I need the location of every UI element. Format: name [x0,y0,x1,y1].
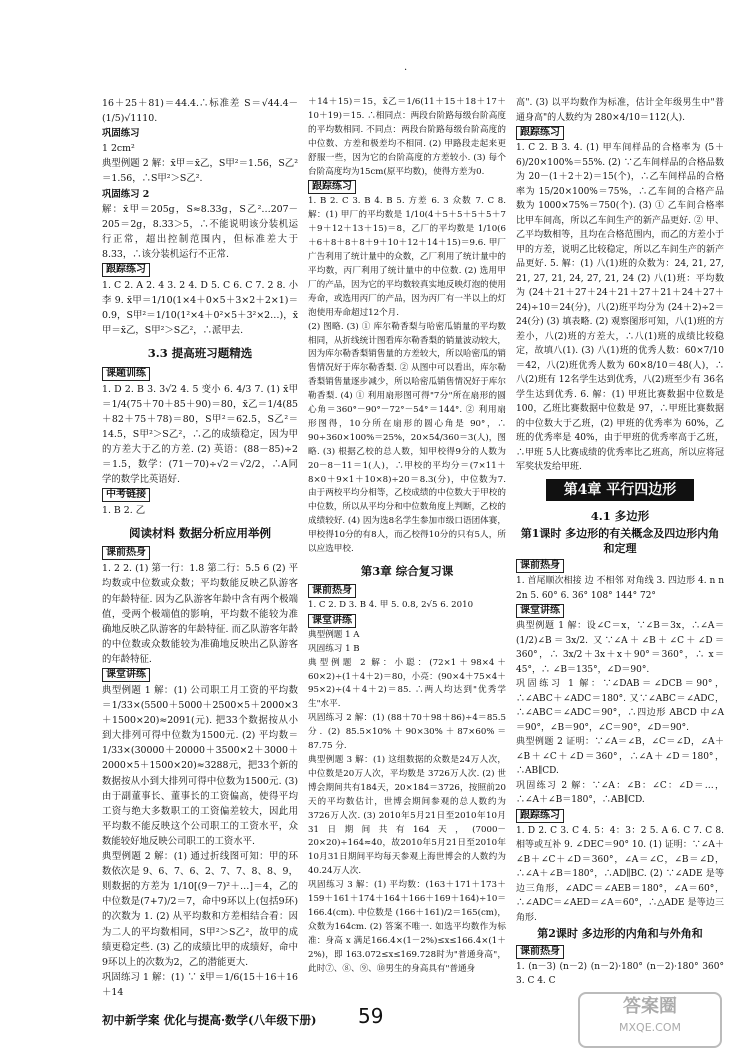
paragraph: 巩固练习 2 解：(1) (88＋70＋98＋86)÷4＝85.5 分. (2) 85.5×10%＋90×30%＋87×60%＝87.75 分. [308,713,506,752]
section-tag: 跟踪练习 [308,180,356,194]
paragraph: 1. D 2. C 3. C 4. 5：4：3：2 5. A 6. C 7. C 8. 相等或互补 9. ∠DEC＝90° 10. (1) 证明：∵∠A＋∠B＋∠C＋∠D＝360°，∠A＝∠C，∠B＝∠D，∴∠A＋∠B＝180°，∴AD∥BC. (2) ∵∠ADE 是等边三角形，∠ADC＝∠AEB＝180°，∠A＝60°，∴∠ADC＝∠AED＝∠A＝60°，∴△ADE 是等边三角形. [516,825,724,923]
column-1 [102,96,298,1000]
paragraph: 巩固练习 1 B [308,643,360,654]
paragraph: 16＋25＋81)＝44.4.∴标准差 S＝√44.4－(1/5)√1110. [102,98,298,125]
paragraph: 1. B 2. C 3. B 4. B 5. 方差 6. 3 众数 7. C 8. 解：(1) 甲厂的平均数是 1/10(4＋5＋5＋5＋5＋7＋9＋12＋13＋15)＝8，乙厂的平均数是 1/10(6＋6＋8＋8＋8＋9＋10＋12＋14＋15)＝9.6. 甲厂广告利用了统计量中的众数，乙厂利用了统计量中的平均数，丙厂利用了统计量中的中位数. (2) 选用甲厂的产品，因为它的平均数较真实地反映灯泡的使用寿命，或选用丙厂的产品，因为丙厂有一半以上的灯泡使用寿命超过12个月. [308,196,506,318]
paragraph: 1. (n－3) (n－2) (n－2)·180° (n－2)·180° 360° 3. C 4. C [516,961,724,986]
watermark-text: 答案圈 [623,996,677,1017]
paragraph: (2) 图略. (3) ① 库尔勒香梨与哈密瓜销量的平均数相同，从折线统计图看库尔勒香梨的销量波动较大，因为库尔勒香梨销售量的方差较大，所以哈密瓜的销售情况好于库尔勒香梨. ② 从图中可以看出，库尔勒香梨销售量逐步减少，所以哈密瓜销售情况好于库尔勒香梨. (4) ① 利用扇形图可得"7分"所在扇形的圆心角＝360°－90°－72°－54°＝144°. ② 利用扇形图得，10分所在扇形的圆心角是 90°，∴ 90÷360×100%＝25%，20×54/360＝3(人)，图略. (3) 根据乙校的总人数，知甲校得9分的人数为 20－8－11＝1(人)，∴甲校的平均分＝(7×11＋8×0＋9×1＋10×8)÷20＝8.3(分)，中位数为7. 由于两校平均分相等，乙校成绩的中位数大于甲校的中位数，所以从平均分和中位数角度上判断，乙校的成绩较好. (4) 因为选8名学生参加市级口语团体赛，甲校得10分的有8人，而乙校得10分的只有5人，所以应选甲校. [308,321,506,555]
section-tag: 课堂讲练 [102,668,150,682]
watermark-url: MXQE.COM [619,1021,681,1034]
paragraph: 典型例题 2 解：x̄甲＝x̄乙，S甲²＝1.56，S乙²＝1.56，∴S甲²＞S乙². [102,158,298,185]
paragraph: 巩固练习 1 解：(1) ∵ x̄甲＝1/6(15＋16＋16＋14 [102,971,298,998]
paragraph: 高". (3) 以平均数作为标准，估计全年级男生中"普通身高"的人数约为 280×4/10＝112(人). [516,98,724,123]
paragraph: 典型例题 1 解：(1) 公司职工月工资的平均数＝1/33×(5500＋5000＋2500×5＋2000×3＋1500×20)≈2091(元). 把33个数据按从小到大排列可得中位数为1500元. (2) 平均数＝1/33×(30000＋20000＋3500×2＋3000＋2000×5＋1500×20)≈3288元，把33个新的数据按从小到大排列可得中位数为1500元. (3) 由于副董事长、董事长的工资偏高，使得平均工资与绝大多数职工的工资偏差较大，因此用平均数不能反映这个公司职工的工资水平，众数能较好地反映公司职工的工资水平. [102,685,298,847]
section-tag: 课前热身 [308,584,356,598]
paragraph: 巩固练习 2 解：∵∠A：∠B：∠C：∠D＝…，∴∠A＋∠B＝180°，∴AB∥CD. [516,780,724,805]
section-tag: 课堂讲练 [308,614,356,628]
paragraph: 1. C 2. B 3. 4. (1) 甲车间样品的合格率为 (5＋6)/20×100%＝55%. (2) ∵乙车间样品的合格品数为 20－(1＋2＋2)＝15(个)，∴乙车间样品的合格率为 15/20×100%＝75%，∴乙车间的合格产品数为 1000×75%＝750(个). (3) ① 乙车间合格率比甲车间高，所以乙车间生产的新产品更好. ② 甲、乙平均数相等，且均在合格范围内，而乙的方差小于甲的方差，说明乙比较稳定，所以乙车间生产的新产品更好. 5. 解：(1) 八(1)班的众数为：24, 21, 27, 21, 27, 21, 24, 27, 21, 24 (2) 八(1)班：平均数为 (24＋21＋27＋24＋21＋27＋21＋24＋27＋24)÷10＝24(分)，八(2)班平均分为 (24＋2)÷2＝24(分) (3) 填表略. (2) 观察图形可知，八(1)班的方差小，八(2)班的方差大，∴八(1)班的成绩比较稳定，故填八(1). (3) 八(1)班的优秀人数：60×7/10＝42，八(2)班优秀人数为 60×8/10＝48(人)，∴八(2)班有 12名学生达到优秀，八(2)班至少有 36名学生达到优秀. 6. 解：(1) 甲班比赛数据中位数是 100，乙班比赛数据中位数是 97，∴甲班比赛数据的中位数大于乙班，(2) 甲班的优秀率为 60%，乙班的优秀率是 40%，由于甲班的优秀率高于乙班，∴甲班 5人比赛成绩的优秀率比乙班高，所以应将冠军奖状发给甲班. [516,143,724,472]
book-footer: 初中新学案 优化与提高·数学(八年级下册) [102,1013,317,1027]
lesson-heading: 第2课时 多边形的内角和与外角和 [537,927,703,940]
section-tag: 中考链接 [102,488,150,502]
chapter-review-heading: 第3章 综合复习课 [360,564,454,578]
paragraph: 巩固练习 1 解：∵∠DAB＝∠DCB＝90°，∴∠ABC＋∠ADC＝180°. 又∵∠ABC＝∠ADC，∴∠ABC＝∠ADC＝90°，∴四边形 ABCD 中∠A＝90°，∠B＝90°，∠C＝90°，∠D＝90°. [516,679,724,733]
paragraph: 典型例题 2 解：(1) 通过折线图可知：甲的环数依次是 9、6、7、6、2、7、7、8、8、9，则数据的方差为 1/10[(9－7)²＋…]＝4，乙的中位数是(7+7)/2＝7，命中9环以上(包括9环)的次数为 1. (2) 从平均数和方差相结合看：因为二人的平均数相同，S甲²＞S乙²，故甲的成绩更稳定些. (3) 乙的成绩比甲的成绩好，命中9环以上的次数为2，乙的潜能更大. [102,851,298,968]
section-tag: 巩固练习 [102,128,140,140]
section-tag: 跟踪练习 [102,263,150,277]
paragraph: ＋14＋15)＝15，x̄乙＝1/6(11＋15＋18＋17＋10＋19)＝15. ∴相同点：两段台阶路每级台阶高度的平均数相同. 不同点：两段台阶路每级台阶高度的中位数、方差和极差均不相同. (2) 甲路段走起来更舒服一些，因为它的台阶高度的方差较小. (3) 每个台阶高度均为15cm(原平均数)，使得方差为0. [308,97,506,177]
section-heading: 阅读材料 数据分析应用举例 [128,526,271,541]
lesson-heading: 第1课时 多边形的有关概念及四边形内角和定理 [520,527,720,555]
section-tag: 课前热身 [516,945,564,959]
section-tag: 跟踪练习 [516,126,564,140]
paragraph: 1. C 2. D 3. B 4. 甲 5. 0.8, 2√5 6. 2010 [308,599,474,610]
paragraph: 1. 首尾顺次相接 边 不相邻 对角线 3. 四边形 4. n n 2n 5. 60° 6. 36° 108° 144° 72° [516,576,724,601]
chapter-heading: 第4章 平行四边形 [546,479,695,501]
paragraph: 典型例题 2 解：小聪：(72×1＋98×4＋60×2)÷(1＋4＋2)＝80，小亮：(90×4＋75×4＋95×2)÷(4＋4＋2)＝85. ∴两人均达到"优秀学生"水平. [308,657,506,710]
paragraph: 解：x̄甲＝205g，S≈8.33g，S乙²…207－205＝2g，8.33＞5，∴不能说明该分装机运行正常，超出控制范围内，但标准差大于8.33，∴该分装机运行不正常. [102,203,298,260]
paragraph: 典型例题 3 解：(1) 这组数据的众数是24万人次，中位数是20万人次，平均数是 3726万人次. (2) 世博会期间共有184天，20×184＝3726，按照前20天的平均数估计，世博会期间参观的总人数约为3726万人次. (3) 2010年5月21日至2010年10月31日期间共有164天，(7000－20×20)÷164≈40，故2010年5月21日至2010年10月31日期间平均每天参观上海世博会的人数约为40.24万人次. [308,754,506,877]
section-heading: 3.3 提高班习题精选 [147,346,253,361]
section-tag: 课堂讲练 [516,604,564,618]
page-number: 59 [358,1004,384,1028]
section-tag: 课前热身 [102,546,150,560]
section-tag: 课前热身 [516,559,564,573]
paragraph: 典型例题 2 证明：∵∠A＝∠B，∠C＝∠D，∠A＋∠B＋∠C＋∠D＝360°，∴∠A＋∠D＝180°，∴AB∥CD. [516,737,724,776]
section-tag: 跟踪练习 [516,809,564,823]
section-heading: 4.1 多边形 [590,508,650,523]
section-tag: 课题训练 [102,367,150,381]
paragraph: 巩固练习 3 解：(1) 平均数：(163＋171＋173＋159＋161＋174＋164＋166＋169＋164)÷10＝166.4(cm). 中位数是 (166＋161)/2＝165(cm)，众数为164cm. (2) 答案不唯一. 如选平均数作为标准：身高 x 满足166.4×(1－2%)≤x≤166.4×(1＋2%)，即 163.072≤x≤169.728时为"普通身高"，此时⑦、⑧、⑨、⑩男生的身高具有"普通身 [308,880,506,974]
paragraph: 典型例题 1 A [308,629,360,640]
column-3 [516,96,724,989]
top-mark: . [404,62,408,73]
paragraph: 1. D 2. B 3. 3√2 4. 5 变小 6. 4/3 7. (1) x̄甲＝1/4(75＋70＋85＋90)＝80，x̄乙＝1/4(85＋82＋75＋78)＝80，S甲²＝62.5，S乙²＝14.5，S甲²＞S乙²，∴乙的成绩稳定，因为甲的方差大于乙的方差. (2) 英语：(88－85)÷2＝1.5，数学：(71－70)÷√2＝√2/2，∴A同学的数学比英语好. [102,383,298,486]
section-tag: 巩固练习 2 [102,188,150,200]
paragraph: 1 2cm² [102,143,135,155]
paragraph: 1. 2 2. (1) 第一行：1.8 第二行：5.5 6 (2) 平均数或中位数或众数；平均数能反映乙队游客的年龄特征. 因为乙队游客年龄中含有两个极端值，受两个极端值的影响，平均数不能较为准确地反映乙队游客的年龄特征. 而乙队游客年龄的中位数或众数能较为准确地反映出乙队游客的年龄特征. [102,563,298,665]
paragraph: 1. B 2. 乙 [102,505,146,517]
paragraph: 典型例题 1 解：设∠C＝x，∵∠B＝3x，∴∠A＝(1/2)∠B＝3x/2. 又∵∠A＋∠B＋∠C＋∠D＝360°，∴ 3x/2＋3x＋x＋90°＝360°，∴ x＝45°，∴ ∠B＝135°，∠D＝90°. [516,621,724,675]
column-2 [308,96,506,976]
watermark-logo [578,992,722,1048]
paragraph: 1. C 2. A 2. 4 3. 2 4. D 5. C 6. C 7. 2 8. 小李 9. x̄甲＝1/10(1×4＋0×5＋3×2＋2×1)＝0.9，S甲²＝1/10(1²×4＋0²×5＋3²×2…)，x̄甲＝x̄乙，S甲²＞S乙²，∴派甲去. [102,280,298,337]
